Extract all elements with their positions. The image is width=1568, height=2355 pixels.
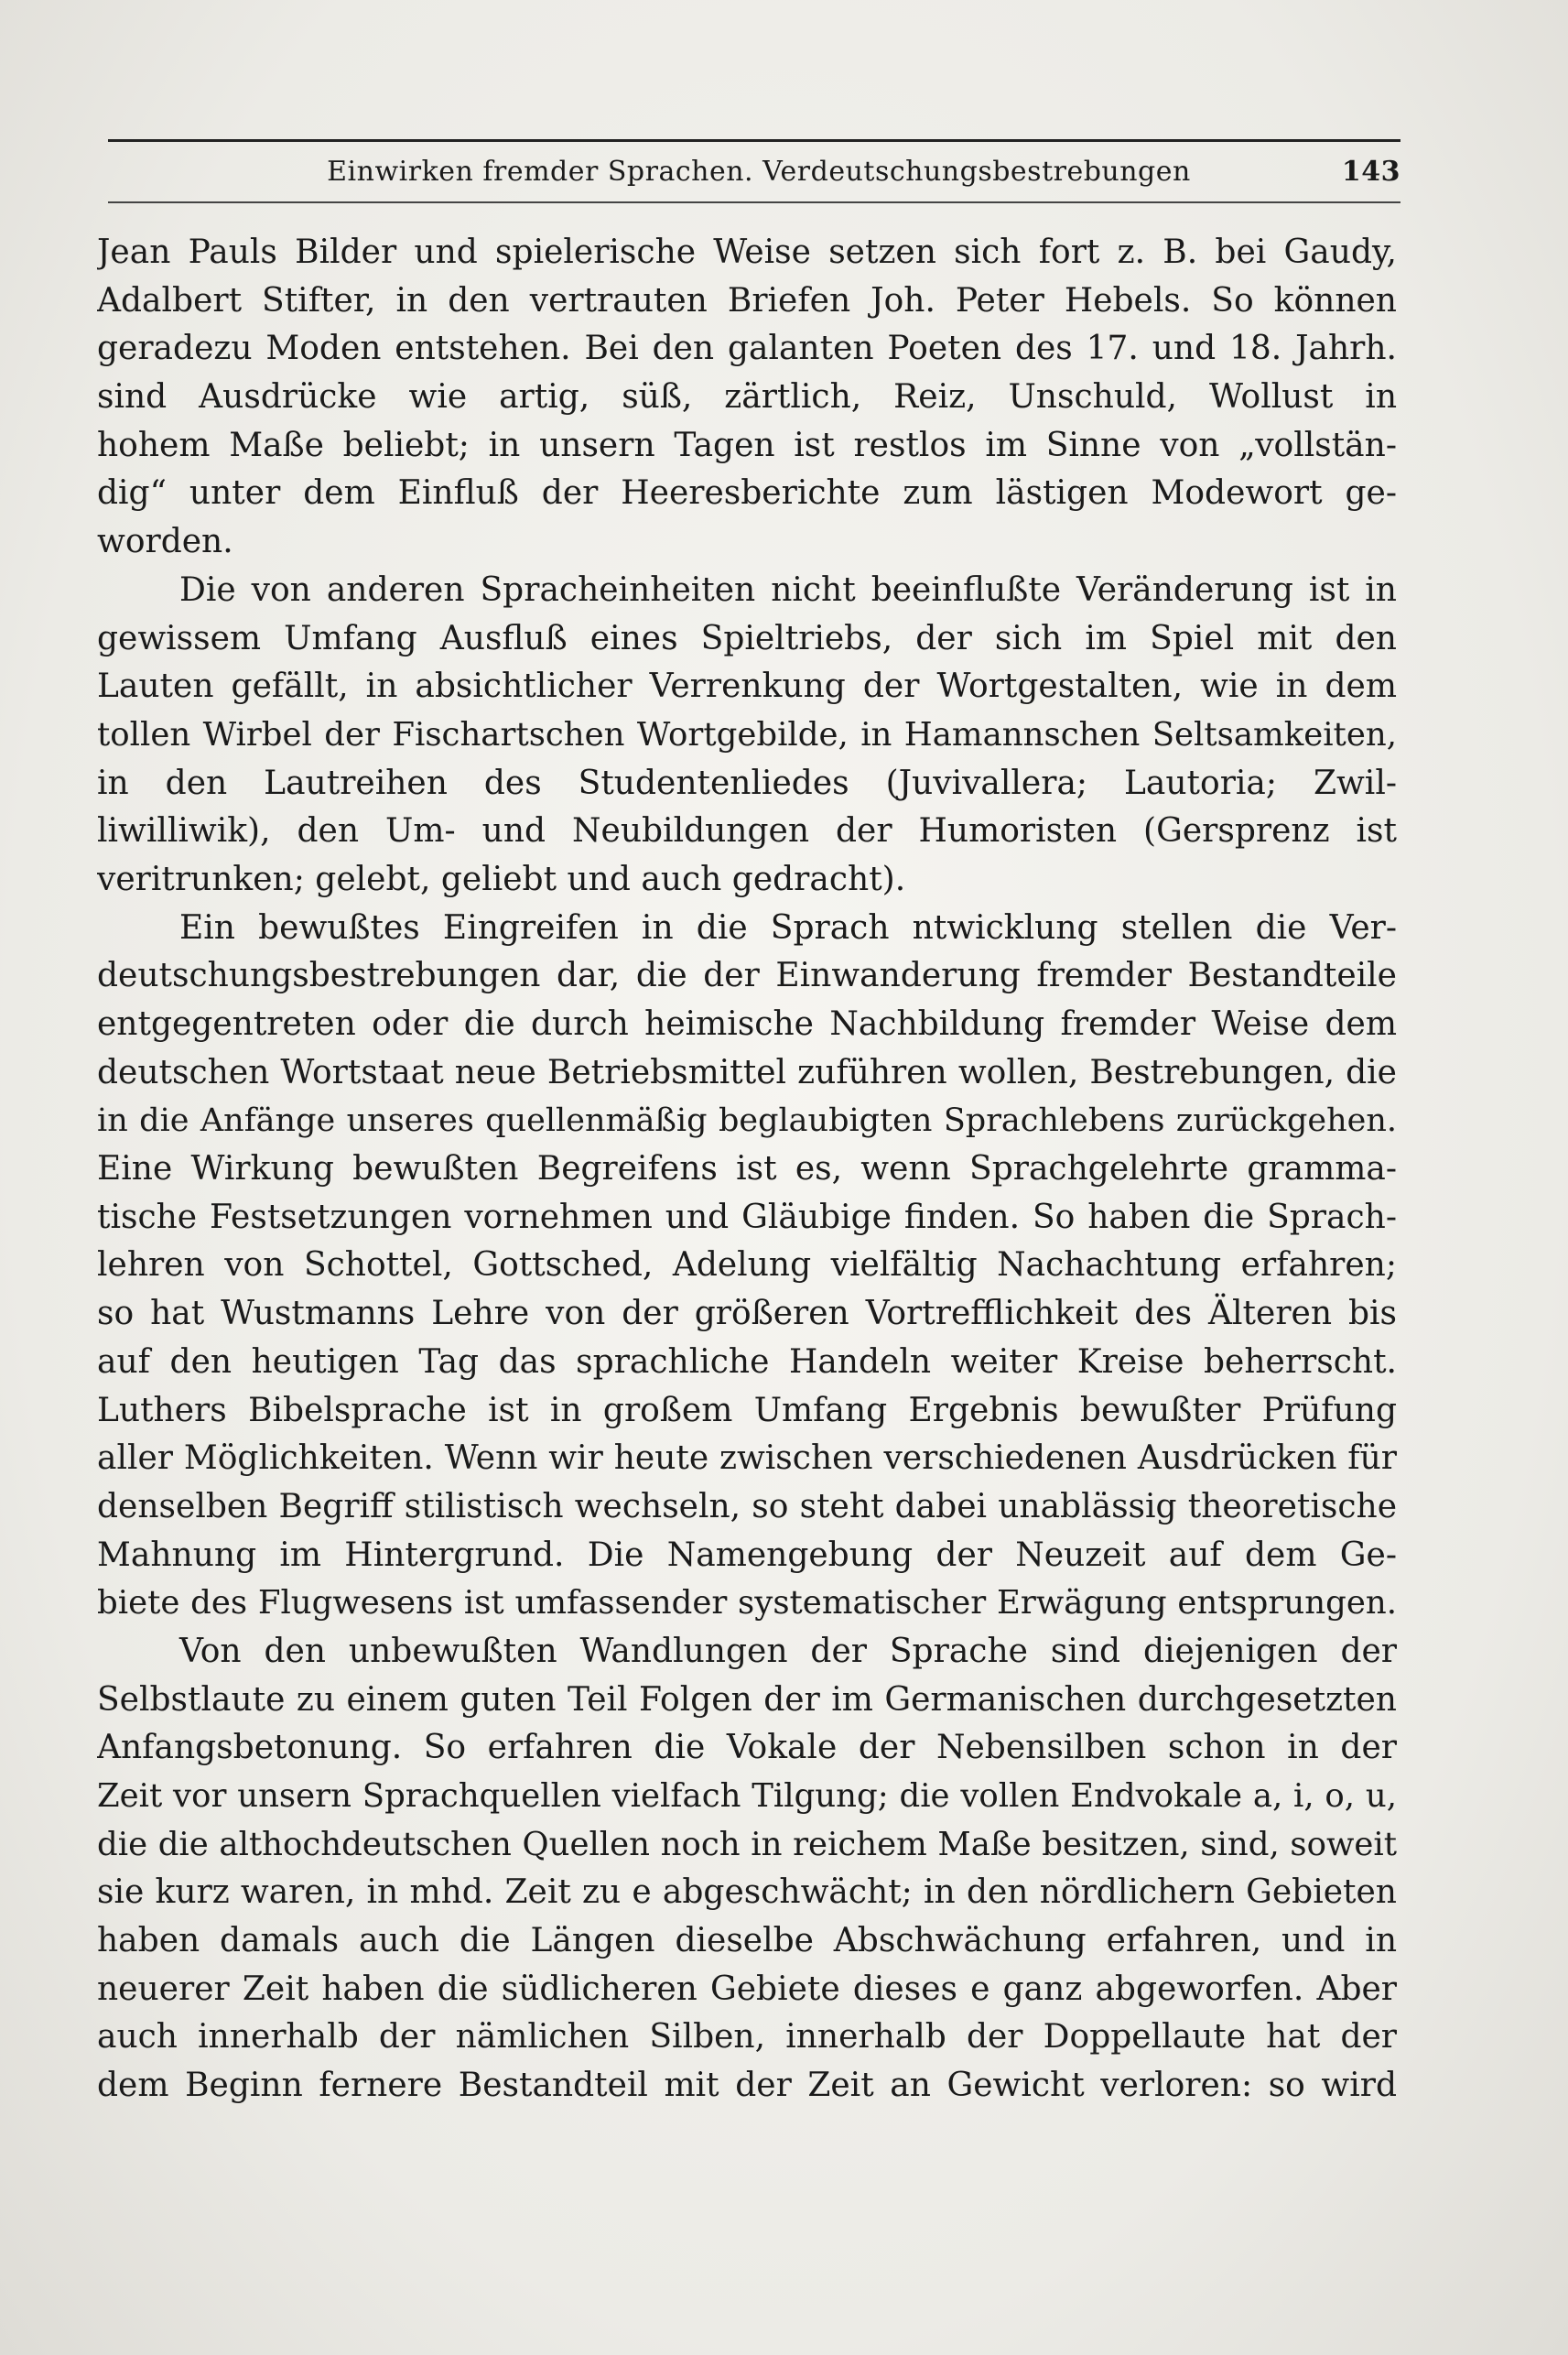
paragraph-1	[97, 229, 1397, 567]
text-line: Lauten gefällt, in absichtlicher Verrenkung der Wortgestalten, wie in dem	[97, 667, 1397, 706]
text-line: haben damals auch die Längen dieselbe Abschwächung erfahren, und in	[97, 1922, 1397, 1960]
text-line: aller Möglichkeiten. Wenn wir heute zwischen verschiedenen Ausdrücken für	[97, 1439, 1397, 1478]
text-line: deutschen Wortstaat neue Betriebsmittel zuführen wollen, Bestrebungen, die	[97, 1053, 1397, 1091]
text-line: lehren von Schottel, Gottsched, Adelung vielfältig Nachachtung erfahren;	[97, 1246, 1397, 1285]
header-rule-top	[108, 139, 1400, 142]
text-line: so hat Wustmanns Lehre von der größeren Vortrefflichkeit des Älteren bis	[97, 1295, 1397, 1333]
text-line: auf den heutigen Tag das sprachliche Handeln weiter Kreise beherrscht.	[97, 1342, 1397, 1381]
text-line: neuerer Zeit haben die südlicheren Gebiete dieses e ganz abgeworfen. Aber	[97, 1970, 1397, 2008]
text-line: auch innerhalb der nämlichen Silben, innerhalb der Doppellaute hat der	[97, 2018, 1397, 2057]
text-line: deutschungsbestrebungen dar, die der Einwanderung fremder Bestandteile	[97, 957, 1397, 995]
paragraph-4	[97, 1628, 1397, 2111]
text-line: sie kurz waren, in mhd. Zeit zu e abgeschwächt; in den nördlichern Gebieten	[97, 1873, 1397, 1912]
text-line: Luthers Bibelsprache ist in großem Umfang Ergebnis bewußter Prüfung	[97, 1391, 1397, 1429]
text-line: Zeit vor unsern Sprachquellen vielfach Tilgung; die vollen Endvokale a, i, o, u,	[97, 1777, 1397, 1815]
text-line: geradezu Moden entstehen. Bei den galanten Poeten des 17. und 18. Jahrh.	[97, 330, 1397, 368]
text-line: hohem Maße beliebt; in unsern Tagen ist restlos im Sinne von „vollstän-	[97, 426, 1397, 464]
text-line: entgegentreten oder die durch heimische Nachbildung fremder Weise dem	[97, 1005, 1397, 1043]
text-line: liwilliwik), den Um- und Neubildungen der Humoristen (Gersprenz ist	[97, 812, 1397, 851]
text-line: Eine Wirkung bewußten Begreifens ist es, wenn Sprachgelehrte gramma-	[97, 1150, 1397, 1188]
text-line: biete des Flugwesens ist umfassender systematischer Erwägung entsprungen.	[97, 1584, 1397, 1622]
text-line: Selbstlaute zu einem guten Teil Folgen der im Germanischen durchgesetzten	[97, 1680, 1397, 1719]
text-line: Mahnung im Hintergrund. Die Namengebung der Neuzeit auf dem Ge-	[97, 1536, 1397, 1574]
text-line: Die von anderen Spracheinheiten nicht beeinflußte Veränderung ist in	[179, 570, 1397, 609]
header-rule-bottom	[108, 201, 1400, 203]
text-line: veritrunken; gelebt, geliebt und auch gedracht).	[97, 860, 906, 898]
text-line: tollen Wirbel der Fischartschen Wortgebilde, in Hamannschen Seltsamkeiten,	[97, 715, 1397, 754]
text-line: Von den unbewußten Wandlungen der Sprache sind diejenigen der	[179, 1632, 1397, 1670]
text-line: sind Ausdrücke wie artig, süß, zärtlich, Reiz, Unschuld, Wollust in	[97, 378, 1397, 417]
paragraph-2	[97, 567, 1397, 905]
text-line: dig“ unter dem Einfluß der Heeresberichte zum lästigen Modewort ge-	[97, 474, 1397, 513]
text-line: gewissem Umfang Ausfluß eines Spieltriebs, der sich im Spiel mit den	[97, 619, 1397, 657]
text-line: tische Festsetzungen vornehmen und Gläubige finden. So haben die Sprach-	[97, 1198, 1397, 1236]
text-line: in den Lautreihen des Studentenliedes (Juvivallera; Lautoria; Zwil-	[97, 764, 1397, 802]
text-line: Anfangsbetonung. So erfahren die Vokale der Nebensilben schon in der	[97, 1729, 1397, 1767]
body-text	[97, 229, 1397, 2111]
running-head	[108, 148, 1400, 194]
text-line: Ein bewußtes Eingreifen in die Sprach ntwicklung stellen die Ver-	[179, 908, 1397, 947]
text-line: in die Anfänge unseres quellenmäßig beglaubigten Sprachlebens zurückgehen.	[97, 1102, 1397, 1140]
text-line: Adalbert Stifter, in den vertrauten Briefen Joh. Peter Hebels. So können	[97, 281, 1397, 320]
running-head-title: Einwirken fremder Sprachen. Verdeutschungsbestrebungen	[327, 155, 1191, 188]
page-number: 143	[1341, 155, 1400, 188]
text-line: dem Beginn fernere Bestandteil mit der Zeit an Gewicht verloren: so wird	[97, 2067, 1397, 2105]
text-line: die die althochdeutschen Quellen noch in reichem Maße besitzen, sind, soweit	[97, 1825, 1397, 1863]
paragraph-3	[97, 905, 1397, 1628]
text-line: denselben Begriff stilistisch wechseln, so steht dabei unablässig theoretische	[97, 1487, 1397, 1525]
text-line: Jean Pauls Bilder und spielerische Weise setzen sich fort z. B. bei Gaudy,	[97, 233, 1397, 271]
text-line: worden.	[97, 523, 233, 561]
